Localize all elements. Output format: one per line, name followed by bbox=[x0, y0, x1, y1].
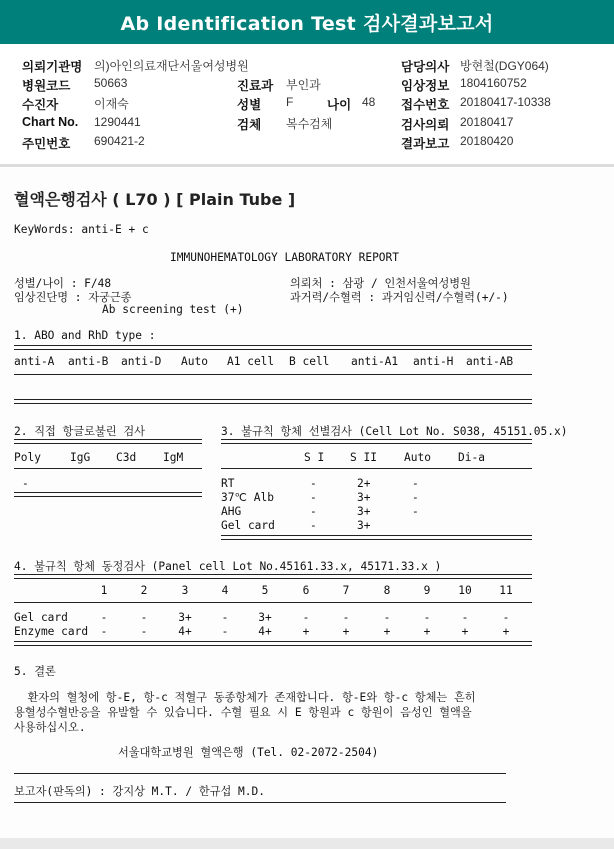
specimen-label: 검체 bbox=[237, 118, 262, 132]
report-date-label: 결과보고 bbox=[401, 137, 450, 151]
panel-col-header: 2 bbox=[140, 584, 148, 597]
institution-label: 의뢰기관명 bbox=[22, 60, 83, 74]
clinical-info-value: 1804160752 bbox=[460, 76, 527, 90]
reporter-rule-top bbox=[14, 773, 506, 774]
section-2-rule-top bbox=[14, 439, 202, 444]
screen-header-sii: S II bbox=[350, 451, 377, 464]
panel-cell: - bbox=[423, 611, 431, 624]
sex-age-line: 성별/나이 : F/48 bbox=[14, 277, 112, 290]
receipt-no-value: 20180417-10338 bbox=[460, 95, 551, 109]
panel-col-header: 8 bbox=[383, 584, 391, 597]
report-date-value: 20180420 bbox=[460, 134, 514, 148]
screen-row-sii: 3+ bbox=[357, 491, 371, 504]
panel-cell: + bbox=[423, 625, 431, 638]
panel-cell: - bbox=[140, 625, 148, 638]
screen-row-si: - bbox=[310, 505, 317, 518]
abo-header-anti-d: anti-D bbox=[121, 355, 162, 368]
panel-cell: 3+ bbox=[258, 611, 272, 624]
reporter-rule-bottom bbox=[14, 802, 506, 803]
document-title: 혈액은행검사 ( L70 ) [ Plain Tube ] bbox=[14, 190, 296, 209]
screen-row-si: - bbox=[310, 477, 317, 490]
chart-no-label: Chart No. bbox=[22, 115, 79, 129]
panel-col-header: 4 bbox=[221, 584, 229, 597]
conclusion-line-3: 사용하십시오. bbox=[14, 721, 86, 734]
dept-value: 부인과 bbox=[286, 78, 321, 92]
panel-col-header: 10 bbox=[458, 584, 472, 597]
specimen-value: 복수검체 bbox=[286, 117, 333, 131]
hospital-code-label: 병원코드 bbox=[22, 79, 71, 93]
recipient-label: 수진자 bbox=[22, 98, 59, 112]
dat-header-poly: Poly bbox=[14, 451, 41, 464]
screen-row-si: - bbox=[310, 519, 317, 532]
age-label: 나이 bbox=[327, 98, 352, 112]
panel-cell: - bbox=[221, 611, 229, 624]
diagnosis-line: 임상진단명 : 자궁근종 bbox=[14, 291, 132, 304]
abo-header-anti-b: anti-B bbox=[68, 355, 109, 368]
screen-row-auto: - bbox=[412, 477, 419, 490]
history-line: 과거력/수혈력 : 과거임신력/수혈력(+/-) bbox=[290, 291, 509, 304]
chart-no-value: 1290441 bbox=[94, 115, 141, 129]
clinical-info-label: 임상정보 bbox=[401, 79, 450, 93]
panel-cell: - bbox=[302, 611, 310, 624]
section-1-title: 1. ABO and RhD type : bbox=[14, 329, 156, 342]
doctor-label: 담당의사 bbox=[401, 60, 450, 74]
age-value: 48 bbox=[362, 95, 376, 109]
report-heading: IMMUNOHEMATOLOGY LABORATORY REPORT bbox=[170, 251, 400, 264]
abo-header-b-cell: B cell bbox=[289, 355, 330, 368]
report-title-bar bbox=[0, 0, 614, 44]
page-footer-band bbox=[0, 838, 614, 849]
panel-cell: 4+ bbox=[178, 625, 192, 638]
panel-cell: - bbox=[342, 611, 350, 624]
section-4-rule-top bbox=[14, 574, 532, 579]
screen-row-sii: 2+ bbox=[357, 477, 371, 490]
section-1-rule-top bbox=[14, 345, 532, 350]
section-3-rule-mid bbox=[221, 468, 532, 469]
hospital-code-value: 50663 bbox=[94, 76, 128, 90]
blood-bank-contact: 서울대학교병원 혈액은행 (Tel. 02-2072-2504) bbox=[118, 746, 379, 759]
conclusion-line-1: 환자의 혈청에 항-E, 항-c 적혈구 동종항체가 존재합니다. 항-E와 항-c 항체는 흔히 bbox=[14, 691, 476, 704]
screen-row-name: 37℃ Alb bbox=[221, 491, 274, 504]
abo-header-a1-cell: A1 cell bbox=[227, 355, 275, 368]
abo-header-auto: Auto bbox=[181, 355, 208, 368]
panel-col-header: 9 bbox=[423, 584, 431, 597]
screen-row-si: - bbox=[310, 491, 317, 504]
panel-col-header: 3 bbox=[181, 584, 189, 597]
dat-header-c3d: C3d bbox=[116, 451, 137, 464]
section-4-rule-mid bbox=[14, 602, 532, 603]
resident-no-value: 690421-2 bbox=[94, 134, 145, 148]
section-3-rule-top bbox=[221, 439, 532, 444]
abo-header-anti-a1: anti-A1 bbox=[351, 355, 399, 368]
panel-cell: - bbox=[502, 611, 510, 624]
institution-value: 의)아인의료재단서울여성병원 bbox=[94, 59, 249, 73]
screen-row-name: AHG bbox=[221, 505, 242, 518]
panel-cell: - bbox=[461, 611, 469, 624]
doctor-value: 방현철(DGY064) bbox=[460, 59, 549, 73]
panel-cell: + bbox=[461, 625, 469, 638]
section-5-title: 5. 결론 bbox=[14, 665, 56, 678]
section-2-title: 2. 직접 항글로불린 검사 bbox=[14, 425, 145, 438]
panel-cell: 4+ bbox=[258, 625, 272, 638]
patient-header bbox=[0, 44, 614, 164]
panel-col-header: 5 bbox=[261, 584, 269, 597]
section-4-rule-bottom bbox=[14, 641, 532, 646]
panel-cell: - bbox=[221, 625, 229, 638]
screen-row-sii: 3+ bbox=[357, 505, 371, 518]
screen-row-sii: 3+ bbox=[357, 519, 371, 532]
lab-report-document bbox=[0, 167, 614, 849]
screen-header-dia: Di-a bbox=[458, 451, 485, 464]
panel-row-enzyme-label: Enzyme card bbox=[14, 625, 89, 638]
dat-header-igm: IgM bbox=[163, 451, 184, 464]
screen-row-auto: - bbox=[412, 505, 419, 518]
section-2-rule-bottom bbox=[14, 492, 202, 497]
request-date-label: 검사의뢰 bbox=[401, 118, 450, 132]
section-3-rule-bottom bbox=[221, 535, 532, 540]
receipt-no-label: 접수번호 bbox=[401, 98, 450, 112]
panel-col-header: 6 bbox=[302, 584, 310, 597]
panel-cell: + bbox=[383, 625, 391, 638]
diagnosis-extra: Ab screening test (+) bbox=[102, 303, 244, 316]
panel-cell: + bbox=[502, 625, 510, 638]
panel-cell: - bbox=[100, 625, 108, 638]
panel-col-header: 11 bbox=[499, 584, 513, 597]
panel-col-header: 7 bbox=[342, 584, 350, 597]
abo-header-anti-h: anti-H bbox=[413, 355, 454, 368]
referrer-line: 의뢰처 : 삼광 / 인천서울여성병원 bbox=[290, 277, 471, 290]
section-3-title: 3. 불규칙 항체 선별검사 (Cell Lot No. S038, 45151.05.x) bbox=[221, 425, 568, 438]
abo-header-anti-a: anti-A bbox=[14, 355, 55, 368]
screen-header-si: S I bbox=[304, 451, 325, 464]
request-date-value: 20180417 bbox=[460, 115, 514, 129]
section-4-title: 4. 불규칙 항체 동정검사 (Panel cell Lot No.45161.33.x, 45171.33.x ) bbox=[14, 560, 442, 573]
keywords: KeyWords: anti-E + c bbox=[14, 223, 149, 236]
section-2-rule-mid bbox=[14, 468, 202, 469]
panel-cell: - bbox=[100, 611, 108, 624]
report-title: Ab Identification Test 검사결과보고서 bbox=[120, 12, 494, 35]
panel-cell: + bbox=[342, 625, 350, 638]
resident-no-label: 주민번호 bbox=[22, 137, 71, 151]
section-1-rule-mid bbox=[14, 374, 532, 375]
dat-result: - bbox=[22, 477, 29, 490]
section-1-rule-bottom bbox=[14, 399, 532, 404]
screen-row-name: Gel card bbox=[221, 519, 275, 532]
sex-value: F bbox=[286, 95, 294, 109]
abo-header-anti-ab: anti-AB bbox=[466, 355, 514, 368]
panel-cell: - bbox=[140, 611, 148, 624]
conclusion-line-2: 용혈성수혈반응을 유발할 수 있습니다. 수혈 필요 시 E 항원과 c 항원이 음성인 혈액을 bbox=[14, 706, 472, 719]
panel-cell: 3+ bbox=[178, 611, 192, 624]
dept-label: 진료과 bbox=[237, 79, 274, 93]
sex-label: 성별 bbox=[237, 98, 262, 112]
recipient-value: 이재숙 bbox=[94, 97, 129, 111]
panel-cell: + bbox=[302, 625, 310, 638]
dat-header-igg: IgG bbox=[70, 451, 91, 464]
reporter-line: 보고자(판독의) : 강지상 M.T. / 한규섭 M.D. bbox=[14, 785, 265, 798]
panel-col-header: 1 bbox=[100, 584, 108, 597]
panel-row-gel-label: Gel card bbox=[14, 611, 68, 624]
screen-row-auto: - bbox=[412, 491, 419, 504]
screen-header-auto: Auto bbox=[404, 451, 431, 464]
panel-cell: - bbox=[383, 611, 391, 624]
screen-row-name: RT bbox=[221, 477, 235, 490]
